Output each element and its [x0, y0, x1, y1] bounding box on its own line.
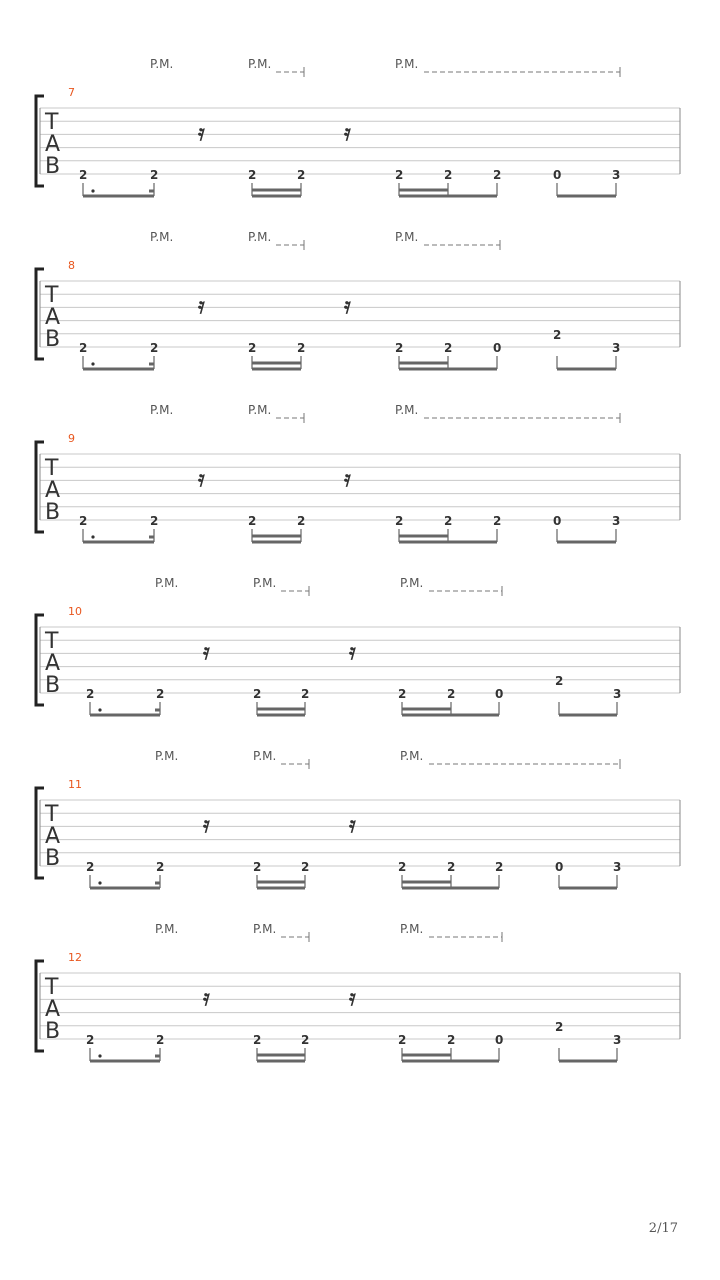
dot — [91, 189, 94, 192]
fret-number: 3 — [612, 514, 621, 528]
fret-number: 2 — [156, 1033, 165, 1047]
tab-letter: B — [45, 673, 61, 698]
fret-number: 2 — [86, 687, 95, 701]
fret-number: 2 — [553, 327, 562, 342]
tab-letter: T — [45, 802, 59, 827]
pm-label-3: P.M. — [395, 57, 419, 71]
pm-label-3: P.M. — [400, 749, 424, 763]
tab-letter: T — [45, 110, 59, 135]
dot — [91, 535, 94, 538]
pm-label-3: P.M. — [400, 576, 424, 590]
tab-letter: B — [45, 327, 61, 352]
sixteenth-rest-icon: 𝄿 — [198, 294, 205, 319]
fret-number: 2 — [253, 1033, 262, 1047]
fret-number: 2 — [555, 673, 564, 688]
sixteenth-rest-icon: 𝄿 — [198, 121, 205, 146]
dot — [98, 881, 101, 884]
fret-number: 2 — [444, 514, 453, 528]
pm-label-1: P.M. — [150, 230, 174, 244]
fret-number: 2 — [447, 1033, 456, 1047]
fret-number: 3 — [613, 687, 622, 701]
pm-label-2: P.M. — [248, 57, 272, 71]
fret-number: 2 — [493, 514, 502, 528]
pm-label-3: P.M. — [395, 230, 419, 244]
fret-number: 2 — [150, 514, 159, 528]
pm-label-1: P.M. — [155, 922, 179, 936]
pm-label-3: P.M. — [400, 922, 424, 936]
sixteenth-rest-icon: 𝄿 — [349, 813, 356, 838]
fret-number: 2 — [395, 168, 404, 182]
pm-label-2: P.M. — [253, 749, 277, 763]
fret-number: 2 — [156, 860, 165, 874]
fret-number: 2 — [493, 168, 502, 182]
tab-letter: A — [45, 997, 61, 1022]
tab-letter: T — [45, 629, 59, 654]
tab-letter: T — [45, 456, 59, 481]
sixteenth-rest-icon: 𝄿 — [344, 467, 351, 492]
pm-label-1: P.M. — [155, 576, 179, 590]
bar-number: 9 — [68, 432, 75, 445]
fret-number: 2 — [301, 860, 310, 874]
fret-number: 3 — [613, 860, 622, 874]
fret-number: 2 — [398, 1033, 407, 1047]
fret-number: 2 — [395, 514, 404, 528]
fret-number: 2 — [444, 341, 453, 355]
fret-number: 2 — [79, 514, 88, 528]
sixteenth-rest-icon: 𝄿 — [344, 294, 351, 319]
page-number: 2/17 — [648, 1221, 678, 1236]
dot — [91, 362, 94, 365]
fret-number: 2 — [398, 860, 407, 874]
fret-number: 2 — [86, 860, 95, 874]
fret-number: 2 — [253, 687, 262, 701]
fret-number: 2 — [156, 687, 165, 701]
fret-number: 2 — [447, 687, 456, 701]
fret-number: 2 — [150, 341, 159, 355]
bar-number: 11 — [68, 778, 82, 791]
fret-number: 2 — [395, 341, 404, 355]
fret-number: 0 — [553, 168, 562, 182]
tab-letter: B — [45, 154, 61, 179]
fret-number: 3 — [612, 168, 621, 182]
fret-number: 2 — [253, 860, 262, 874]
sixteenth-rest-icon: 𝄿 — [198, 467, 205, 492]
sixteenth-rest-icon: 𝄿 — [349, 640, 356, 665]
fret-number: 2 — [150, 168, 159, 182]
fret-number: 2 — [444, 168, 453, 182]
fret-number: 3 — [612, 341, 621, 355]
sixteenth-rest-icon: 𝄿 — [344, 121, 351, 146]
fret-number: 2 — [297, 514, 306, 528]
fret-number: 2 — [301, 1033, 310, 1047]
pm-label-1: P.M. — [150, 403, 174, 417]
dot — [98, 1054, 101, 1057]
fret-number: 2 — [555, 1019, 564, 1034]
tab-letter: A — [45, 132, 61, 157]
pm-label-2: P.M. — [253, 922, 277, 936]
tab-letter: T — [45, 283, 59, 308]
tab-letter: A — [45, 824, 61, 849]
bar-number: 12 — [68, 951, 82, 964]
fret-number: 2 — [398, 687, 407, 701]
bar-number: 10 — [68, 605, 82, 618]
tab-letter: B — [45, 846, 61, 871]
fret-number: 2 — [248, 168, 257, 182]
pm-label-1: P.M. — [155, 749, 179, 763]
fret-number: 0 — [495, 1033, 504, 1047]
tab-letter: A — [45, 651, 61, 676]
fret-number: 2 — [248, 341, 257, 355]
sixteenth-rest-icon: 𝄿 — [203, 986, 210, 1011]
fret-number: 2 — [447, 860, 456, 874]
fret-number: 0 — [493, 341, 502, 355]
bar-number: 8 — [68, 259, 75, 272]
fret-number: 2 — [79, 168, 88, 182]
pm-label-3: P.M. — [395, 403, 419, 417]
fret-number: 2 — [297, 341, 306, 355]
fret-number: 2 — [248, 514, 257, 528]
pm-label-1: P.M. — [150, 57, 174, 71]
fret-number: 2 — [297, 168, 306, 182]
sixteenth-rest-icon: 𝄿 — [203, 640, 210, 665]
fret-number: 2 — [86, 1033, 95, 1047]
fret-number: 3 — [613, 1033, 622, 1047]
fret-number: 0 — [495, 687, 504, 701]
fret-number: 0 — [555, 860, 564, 874]
pm-label-2: P.M. — [248, 230, 272, 244]
dot — [98, 708, 101, 711]
tab-letter: A — [45, 305, 61, 330]
tab-letter: B — [45, 1019, 61, 1044]
sixteenth-rest-icon: 𝄿 — [203, 813, 210, 838]
fret-number: 2 — [495, 860, 504, 874]
fret-number: 2 — [301, 687, 310, 701]
tab-letter: T — [45, 975, 59, 1000]
fret-number: 2 — [79, 341, 88, 355]
pm-label-2: P.M. — [253, 576, 277, 590]
tab-letter: A — [45, 478, 61, 503]
sixteenth-rest-icon: 𝄿 — [349, 986, 356, 1011]
tab-letter: B — [45, 500, 61, 525]
bar-number: 7 — [68, 86, 75, 99]
pm-label-2: P.M. — [248, 403, 272, 417]
fret-number: 0 — [553, 514, 562, 528]
